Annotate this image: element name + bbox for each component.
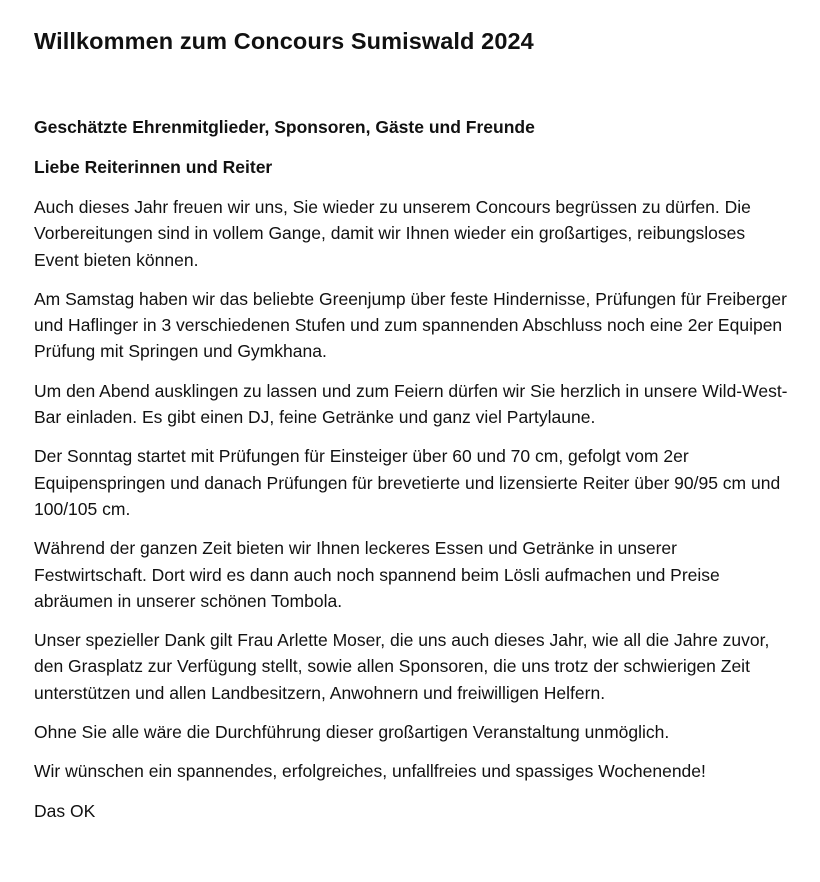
welcome-letter	[34, 114, 790, 824]
paragraph-wishes: Wir wünschen ein spannendes, erfolgreiches, unfallfreies und spassiges Wochenende!	[34, 761, 706, 782]
paragraph-saturday: Am Samstag haben wir das beliebte Greenjump über feste Hindernisse, Prüfungen für Freiberger und Haflinger in 3 verschiedenen Stufen und zum spannenden Abschluss noch eine 2er Equipen Prüfung mit Springen und Gymkhana.	[34, 288, 787, 362]
salutation-riders: Liebe Reiterinnen und Reiter	[34, 157, 273, 177]
paragraph-thanks: Unser spezieller Dank gilt Frau Arlette Moser, die uns auch dieses Jahr, wie all die Jahre zuvor, den Grasplatz zur Verfügung stellt, sowie allen Sponsoren, die uns trotz der schwierigen Zeit unterstützen und allen Landbesitzern, Anwohnern und freiwilligen Helfern.	[34, 630, 770, 703]
paragraph-sunday: Der Sonntag startet mit Prüfungen für Einsteiger über 60 und 70 cm, gefolgt vom 2er Equipenspringen und danach Prüfungen für brevetierte und lizensierte Reiter über 90/95 cm und 100/105 cm.	[34, 446, 781, 519]
paragraph-intro: Auch dieses Jahr freuen wir uns, Sie wieder zu unserem Concours begrüssen zu dürfen. Die Vorbereitungen sind in vollem Gange, damit wir Ihnen wieder ein großartiges, reibungsloses Event bieten können.	[34, 197, 751, 270]
paragraph-evening: Um den Abend ausklingen zu lassen und zum Feiern dürfen wir Sie herzlich in unsere Wild-West-Bar einladen. Es gibt einen DJ, feine Getränke und ganz viel Partylaune.	[34, 380, 788, 428]
paragraph-catering: Während der ganzen Zeit bieten wir Ihnen leckeres Essen und Getränke in unserer Festwirtschaft. Dort wird es dann auch noch spannend beim Lösli aufmachen und Preise abräumen in unserer schönen Tombola.	[34, 538, 720, 611]
signature: Das OK	[34, 800, 96, 821]
paragraph-impossible: Ohne Sie alle wäre die Durchführung dieser großartigen Veranstaltung unmöglich.	[34, 722, 670, 743]
page-title: Willkommen zum Concours Sumiswald 2024	[34, 28, 534, 54]
salutation-honorary: Geschätzte Ehrenmitglieder, Sponsoren, Gäste und Freunde	[34, 117, 535, 137]
